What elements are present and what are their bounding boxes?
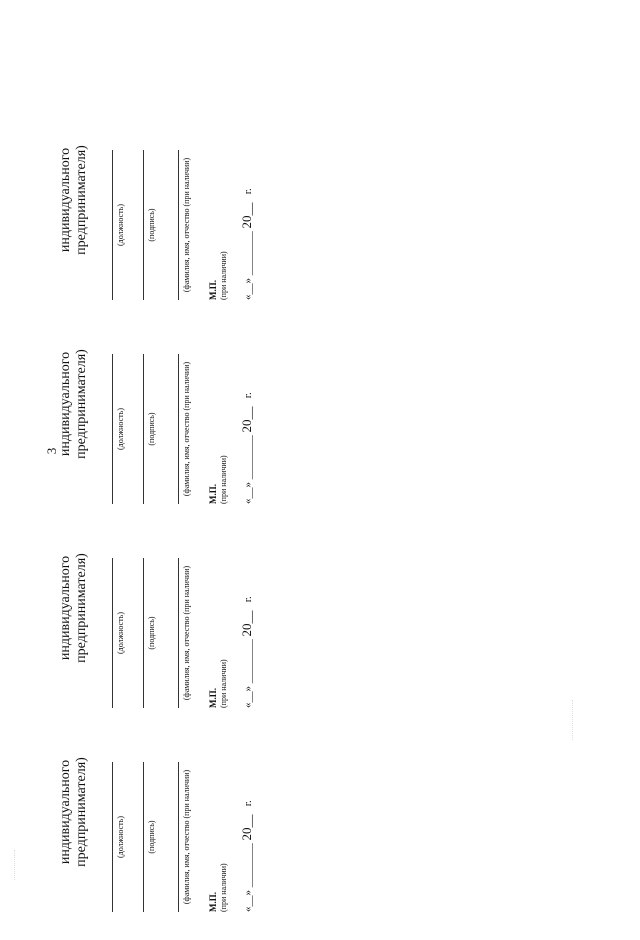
date-line: «__» ________ 20__ г. — [239, 596, 254, 708]
position-line — [112, 354, 113, 504]
fullname-line — [178, 558, 179, 708]
position-line — [112, 762, 113, 912]
signature-block-2 — [58, 508, 268, 708]
stamp-label: М.П. — [208, 892, 218, 912]
scan-mark — [572, 700, 573, 740]
page-number: 3 — [44, 447, 59, 455]
date-line: «__» ________ 20__ г. — [239, 188, 254, 300]
position-line — [112, 558, 113, 708]
header-line2: предпринимателя) — [74, 553, 89, 663]
stamp-label: М.П. — [208, 280, 218, 300]
date-suffix: г. — [242, 188, 254, 195]
date-day: «__» — [242, 482, 254, 504]
date-day: «__» — [242, 890, 254, 912]
fullname-line — [178, 150, 179, 300]
date-year: 20__ — [239, 406, 254, 433]
fullname-caption: (фамилия, имя, отчество (при наличии) — [182, 565, 191, 701]
date-day: «__» — [242, 278, 254, 300]
signature-caption: (подпись) — [147, 412, 156, 446]
position-caption: (должность) — [116, 204, 125, 246]
header-line1: индивидуального — [58, 147, 73, 253]
signature-line — [143, 150, 144, 300]
signature-caption: (подпись) — [147, 208, 156, 242]
date-suffix: г. — [242, 596, 254, 603]
fullname-line — [178, 354, 179, 504]
scan-mark — [14, 850, 15, 880]
stamp-label: М.П. — [208, 484, 218, 504]
header-line2: предпринимателя) — [74, 757, 89, 867]
stamp-note: (при наличии) — [219, 863, 228, 912]
signature-line — [143, 558, 144, 708]
header-line1: индивидуального — [58, 759, 73, 865]
date-day: «__» — [242, 686, 254, 708]
signature-block-4 — [58, 100, 268, 300]
stamp-note: (при наличии) — [219, 659, 228, 708]
fullname-line — [178, 762, 179, 912]
stamp-label: М.П. — [208, 688, 218, 708]
fullname-caption: (фамилия, имя, отчество (при наличии) — [182, 769, 191, 905]
date-suffix: г. — [242, 392, 254, 399]
date-year: 20__ — [239, 610, 254, 637]
date-line: «__» ________ 20__ г. — [239, 800, 254, 912]
signature-block-3 — [58, 304, 268, 504]
stamp-note: (при наличии) — [219, 251, 228, 300]
stamp-note: (при наличии) — [219, 455, 228, 504]
signature-block-1 — [58, 712, 268, 912]
header-line2: предпринимателя) — [74, 349, 89, 459]
date-suffix: г. — [242, 800, 254, 807]
date-year: 20__ — [239, 202, 254, 229]
position-caption: (должность) — [116, 612, 125, 654]
fullname-caption: (фамилия, имя, отчество (при наличии) — [182, 157, 191, 293]
date-line: «__» ________ 20__ г. — [239, 392, 254, 504]
signature-caption: (подпись) — [147, 616, 156, 650]
signature-line — [143, 762, 144, 912]
position-caption: (должность) — [116, 408, 125, 450]
header-line2: предпринимателя) — [74, 145, 89, 255]
signature-caption: (подпись) — [147, 820, 156, 854]
header-line1: индивидуального — [58, 555, 73, 661]
signature-line — [143, 354, 144, 504]
date-year: 20__ — [239, 814, 254, 841]
position-caption: (должность) — [116, 816, 125, 858]
position-line — [112, 150, 113, 300]
fullname-caption: (фамилия, имя, отчество (при наличии) — [182, 361, 191, 497]
header-line1: индивидуального — [58, 351, 73, 457]
